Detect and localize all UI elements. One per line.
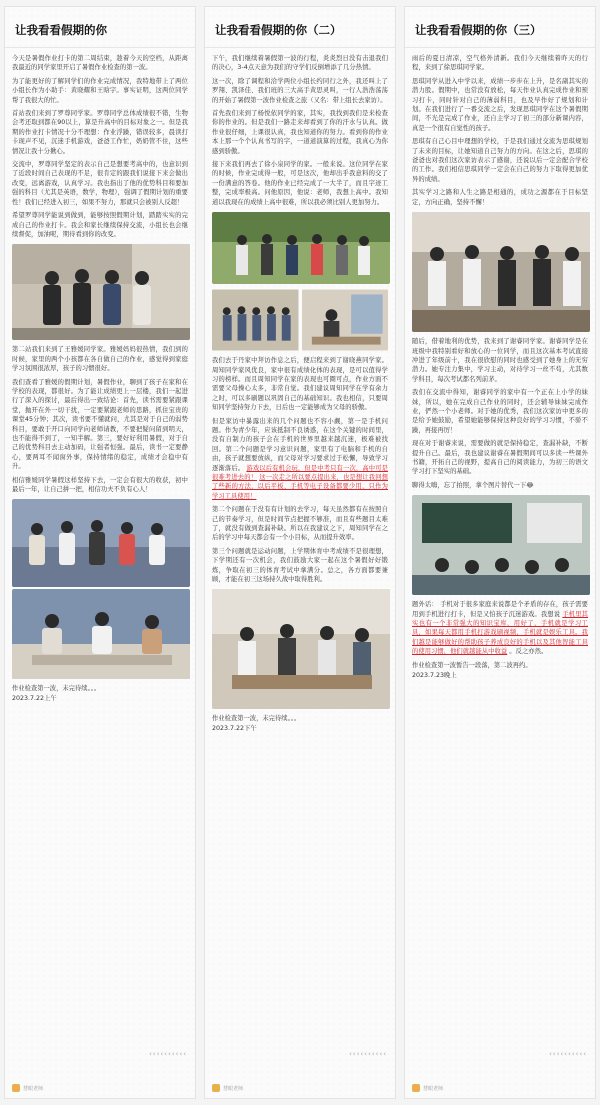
article-panel-1 — [4, 6, 196, 1099]
paragraph: 聊得太嗨，忘了拍照，拿个图片替代一下😂 — [412, 481, 534, 489]
article-panel-2 — [204, 6, 396, 1099]
photo-students-outdoor[interactable] — [12, 244, 190, 340]
article-footer — [212, 714, 388, 734]
paragraph: 这一次，除了调程和洽学两位小组长约同行之外，我还叫上了罗翔、凯泽佳、我们班的三大高手黄思灵叫，一行人浩浩荡荡的开始了暑假第一波作业检查之旅（又名：带上组长去家访）。 — [212, 77, 388, 104]
paragraph: 下午，我们继续着暑假第一波的行程，炎炎烈日没有击退我们的决心，3-4点天意为我们的守学们反倒增添了几分热情。 — [212, 55, 388, 72]
footer-date: 2023.7.23晚上 — [412, 671, 457, 679]
article-panel-3 — [404, 6, 596, 1099]
brand-name: 慧眼老师 — [423, 1085, 444, 1092]
paragraph-text: 但是家访中暴露出来的几个问题也不容小觑，第一是手机问题。作为青少年，应该抵制不良诱惑，在这个关键的时间里，没有自制力的孩子会在手机的世界里越来越沉迷，极难被找回。第二个问题是学习意识问题，家里有了电脑和手机的自由，孩子就想要放纵，而父母对学习要求过于松懈，导致学习逐渐落后。 — [212, 417, 388, 472]
footer-date: 2023.7.22下午 — [212, 725, 257, 733]
article-footer — [412, 661, 588, 681]
photo-family-sofa[interactable] — [12, 499, 190, 587]
footer-line: 作业检查第一波，未完待续。。。 — [12, 685, 101, 693]
highlight-text: 游戏以后有机会玩，但是中考只有一次，高中可是很难考进去的！ — [212, 464, 388, 481]
brand-name: 慧眼老师 — [223, 1085, 244, 1092]
paragraph: 为了能更好的了解同学们的作业完成情况，我特地带上了两位小组长作为小助手：黄晓耀和王晗宇。事实证明，这两位同学帮了我很大的忙。 — [12, 77, 188, 104]
paragraph — [212, 417, 388, 502]
photo-group-outdoor[interactable] — [212, 212, 390, 284]
paragraph: 接下来我们再去了徐小泉同学的家。一般来说。这位同学在家的时候，作业完成得一般，可是这次，他却出乎我意料的交了一份满意的答卷。他的作业已经完成了一大半了，而且字迹工整，完成率极高。问他原因，他说：老师，我想上高中。我知道以我现在的成绩上高中很难，所以我必须比别人更加努力。 — [212, 161, 388, 206]
paragraph: 雨后的夏日清凉，空气格外清新。我们今天继续着昨天的行程，来到了徐思琪同学家。 — [412, 55, 588, 72]
paragraph: 我们在交流中得知，谢睿同学的家中有一个正在上小学的妹妹，所以，她在完成自己作业的同时，还会辅导妹妹完成作业，俨然一个小老师。对于她的优秀，我们这次家访中更多的是给予她鼓励，希望她能够保持这种良好的学习习惯，不骄不躁，再接再厉！ — [412, 389, 588, 434]
decor-dots: ‹‹‹‹‹‹‹‹‹‹ — [549, 1050, 587, 1058]
paragraph: 我们查看了雅媛的假期计划，暑假作业，聊到了孩子在家和在学校的表现，都很好。为了能让成绩更上一层楼，我们一起进行了深入的探讨，最后得出一致结论：首先，读书需要紧跟课堂，抛开在外一切干扰，一定要紧跟老师的思路，抓住宝贵的课堂45分钟；其次，读书要不懂就问，尤其是对于自己的弱势科目，要敢于开口向同学向老师请教，不要把疑问留到明天，也不能得不到了，一知半解。第三，要好好利用暑假，对于自己的优势科目去主动加码，让强者恒强。最后，读书一定要静心，要两耳不闻窗外事，保持情绪的稳定，成绩才会稳中有升。 — [12, 378, 188, 471]
brand-mark — [12, 1084, 43, 1092]
article-body-2 — [212, 356, 388, 584]
paragraph: 随后，借着地利的优势，我来到了谢睿同学家。谢睿同学是在班级中我特别看好和放心的一位同学，而且这次基本考试直接冲进了年级前十，我在很欣慰的同时也感受到了她身上的无穷潜力。她专注力集中，学习主动，对待学习一丝不苟，尤其数学科目，每次考试都名列前茅。 — [412, 338, 588, 383]
decor-dots: ‹‹‹‹‹‹‹‹‹‹ — [149, 1050, 187, 1058]
photo-classroom[interactable] — [412, 495, 590, 595]
paragraph: 第二个问题在于没有有计划的去学习，每天虽然都有在按照自己的节奏学习，但是时间节点把握不够准，而且有些题目太难了，就没有做到查漏补缺。所以在我建议之下，周知同学在之后的学习中每天都会有一个小目标，从而提升效率。 — [212, 506, 388, 542]
paragraph — [412, 600, 588, 656]
article-body — [12, 54, 188, 239]
article-title: 让我看看假期的你（三） — [405, 13, 595, 48]
article-title: 让我看看假期的你 — [5, 13, 195, 48]
article-footer — [12, 684, 188, 704]
paragraph: 首站我们来到了罗尊同学家。罗尊同学总体成绩很不错，生物会考还取到都在90以上，算是升高中的目标对象之一。但是我期的作业打卡情况十分不理想：作业浮躁，错误较多，晨读打卡现声不见，沉迷手机游戏，爸爸工作忙，奶奶管不住，这些情况让我十分揪心。 — [12, 110, 188, 155]
highlight-text: 这一次走之所以要点提出来，也是想让我回想了些新的方法，以后平板、手机等电子设备都要少用，只作为学习工具使用！ — [212, 473, 388, 500]
highlight-text: 手机里其实也有一个非常强大的知识宝库，用好了，手机就是学习工具，如果每天都用手机打游戏刷视频，手机就是娱乐工具。我们越是能够做好的帮助孩子养成良好的手机以及其他智能工具的使用习惯，他们就越能从中收益 — [412, 610, 589, 656]
photo-study-room[interactable] — [212, 589, 390, 709]
paragraph: 今天是暑假作业打卡的第二周结束，趁着今天的空档，从距离我最近的同学家里开启了暑假作业检查的第一波。 — [12, 55, 188, 72]
photo-family-table[interactable] — [12, 589, 190, 679]
brand-mark — [212, 1084, 243, 1092]
paragraph: 现在对于谢睿来说，需要做的就是保持稳定，查漏补缺，不断提升自己。最后，我也建议谢睿在暑假期间可以多读一些课外书籍，开拓自己的视野，提高自己的阅读能力，为初三的语文学习打下坚实的基础。 — [412, 440, 588, 476]
footer-line: 作业检查第一波，未完待续。。。 — [212, 715, 301, 723]
photo-student-desk[interactable] — [302, 289, 389, 351]
photo-group-indoor[interactable] — [412, 212, 590, 332]
paragraph: 相信雅媛同学暑假这样坚持下去，一定会有很大的收获，初中最后一年，让自己拼一把，相信功夫不负有心人！ — [12, 476, 188, 493]
paragraph: 首先我们来到了杨悦依同学的家，其实，我找到我们是来检查你的作业的。但是我们一路走来却看到了你的汗水与认真。做作业很仔细，上课很认真，我也知道你的努力。看到你的作业本上那一个个认真书写的字，一道道演算的过程，我真心为你感到骄傲。 — [212, 110, 388, 155]
photo-row — [212, 289, 388, 351]
paragraph: 我们去于丹家中拜访作息之后，便启程来到了谢晓燕同学家。周知同学家风优良，家中很有成绩化体的表现，是可以值得学习的榜样。而且周知同学在家的表现也可圈可点，作业方面不需要父母操心太多，非常自觉。我们建议周知同学在学有余力之时，可以多刷题以巩固自己的基础知识。我也相信，只要周知同学坚持努力下去，日后也一定能够成为父母的骄傲。 — [212, 357, 388, 412]
footer-date: 2023.7.22上午 — [12, 695, 57, 703]
brand-name: 慧眼老师 — [23, 1085, 44, 1092]
brand-logo-icon — [412, 1084, 420, 1092]
brand-mark — [412, 1084, 443, 1092]
article-body — [212, 54, 388, 207]
extra-label: 题外话： — [412, 601, 438, 609]
extra-tail: 。反之亦然。 — [509, 648, 548, 656]
paragraph: 思琪同学从进入中学以来，成绩一步步在上升，是名副其实的潜力股。假期中，也常没有放松，每天作业认真完成作业和预习打卡，同时针对自己的薄弱科目，也及早作好了规划和计划。在我们进行了一番交流之后，发现思琪同学在这个暑假期间，不光是完成了作业，还自主学习了初三的部分新课内容，真是一个很有自觉性的孩子。 — [412, 77, 588, 132]
footer-line: 作业检查第一波暂告一段落，第二波再约。 — [412, 661, 532, 669]
brand-logo-icon — [12, 1084, 20, 1092]
extra-note — [412, 600, 588, 656]
article-title: 让我看看假期的你（二） — [205, 13, 395, 48]
paragraph: 希望罗尊同学能说到做到，能够按照假期计划，踏踏实实的完成自己的作业打卡。我会和家长继续保持交流，小组长也会继续督促，加油呢，期待看到你的改变。 — [12, 212, 188, 238]
paragraph: 其实学习之路和人生之路是相通的，成功之源都在于目标坚定，方向正确，坚持不懈！ — [412, 189, 588, 206]
paragraph: 第三个问题就是运动问题，上学期体育中考成绩不是很理想，下学期还有一次机会，我们鼓励大家一起在这个暑假好好锻炼，争取在初三的体育考试中拿满分。总之，各方面都要兼顾，才能在初三这场持久战中取得胜利。 — [212, 547, 388, 584]
article-body-2 — [412, 337, 588, 490]
brand-logo-icon — [212, 1084, 220, 1092]
paragraph: 第二站我们来到了王雅媛同学家。雅媛妈妈很热情，我们到的时候，家里的两个小孩都在各自做自己的作业，感觉得到家庭学习氛围很浓厚，孩子的习惯很好。 — [12, 346, 188, 373]
photo-group-indoor[interactable] — [212, 289, 299, 351]
extra-text: 手机对于很多家庭来说都是个矛盾的存在，孩子需要用到手机进行打卡，但是又怕孩子沉迷游戏。我想说 — [412, 601, 589, 618]
paragraph: 交流中，罗尊同学坚定的表示自己是想要考高中的，也意识到了近段时间自己表现的不足，很肯定的跟我们说接下来会做出改变，远离游戏，认真学习。我也指出了他的优势科目和要加强的科目（尤其是英语，数学，物理），强调了假期计划的重要性！我们已经进入初三，如果不努力，那就只会被别人反超！ — [12, 161, 188, 206]
article-body-2 — [12, 345, 188, 494]
decor-dots: ‹‹‹‹‹‹‹‹‹‹ — [349, 1050, 387, 1058]
article-body — [412, 54, 588, 207]
paragraph: 思琪有自己心目中理想的学校，于是我们通过交流为思琪规划了未来的目标，让她知道自己努力的方向。在这之后，思琪的爸爸也对我们这次家访表示了感谢，还说以后一定会配合学校的工作。我们相信思琪同学一定会在自己的努力下取得更加优异的成绩。 — [412, 138, 588, 183]
